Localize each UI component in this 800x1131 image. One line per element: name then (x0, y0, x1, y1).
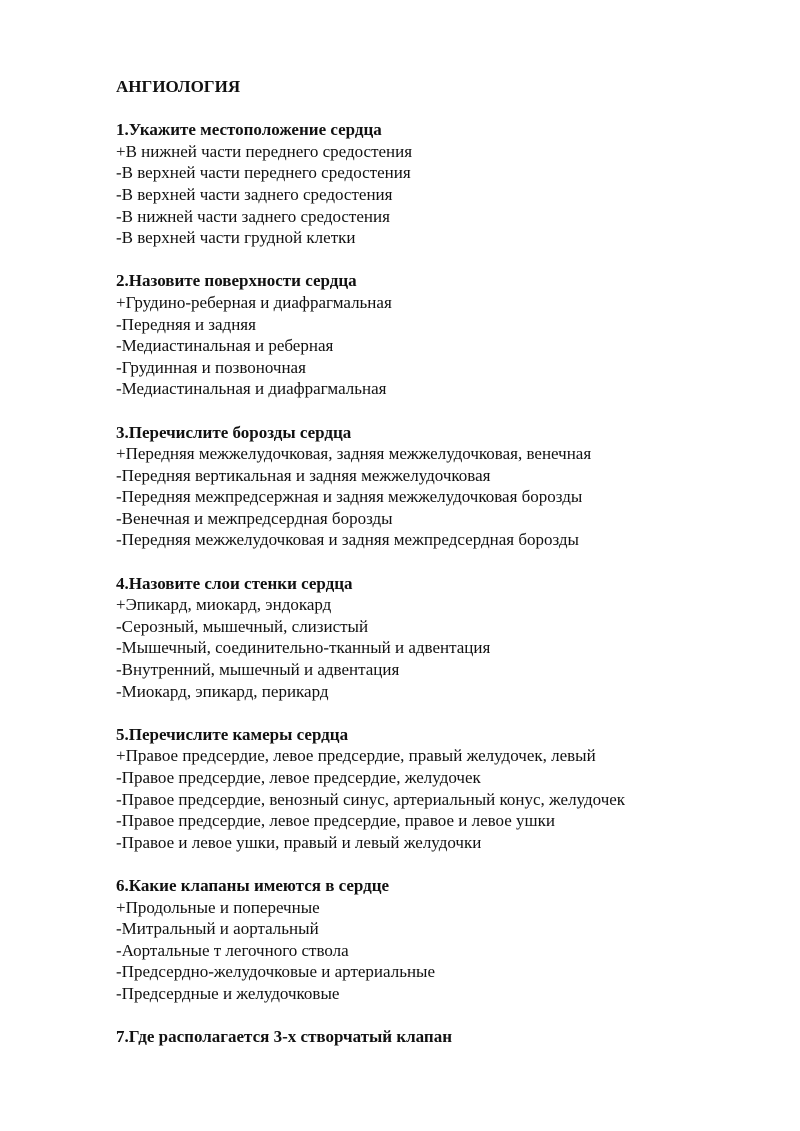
answer-option: +Передняя межжелудочковая, задняя межжелудочковая, венечная (116, 444, 592, 464)
question-title: 4.Назовите слои стенки сердца (116, 573, 353, 593)
question-title: 1.Укажите местоположение сердца (116, 120, 382, 140)
answer-option: -Передняя и задняя (116, 314, 256, 334)
question-7 (116, 1026, 756, 1048)
document-title: АНГИОЛОГИЯ (116, 77, 241, 96)
answer-option: -Мышечный, соединительно-тканный и адвентация (116, 638, 491, 658)
question-title: 2.Назовите поверхности сердца (116, 271, 357, 291)
answer-option: -Венечная и межпредсердная борозды (116, 508, 393, 528)
question-3 (116, 422, 756, 552)
question-1 (116, 119, 756, 249)
answer-option: -В верхней части грудной клетки (116, 228, 356, 248)
answer-option: -Грудинная и позвоночная (116, 357, 306, 377)
answer-option: -Правое и левое ушки, правый и левый желудочки (116, 832, 482, 852)
question-title: 3.Перечислите борозды сердца (116, 422, 352, 442)
answer-option: -Правое предсердие, венозный синус, артериальный конус, желудочек (116, 789, 626, 809)
answer-option: +Грудино-реберная и диафрагмальная (116, 292, 392, 312)
answer-option: -Медиастинальная и реберная (116, 336, 334, 356)
answer-option: -В верхней части заднего средостения (116, 184, 393, 204)
answer-option: -Передняя вертикальная и задняя межжелудочковая (116, 465, 491, 485)
answer-option: -В верхней части переднего средостения (116, 163, 411, 183)
answer-option: +Эпикард, миокард, эндокард (116, 595, 332, 615)
question-6 (116, 875, 756, 1005)
answer-option: +Продольные и поперечные (116, 897, 320, 917)
answer-option: -Митральный и аортальный (116, 919, 319, 939)
document-page (116, 76, 756, 1069)
question-title: 5.Перечислите камеры сердца (116, 724, 349, 744)
answer-option: -Передняя межжелудочковая и задняя межпредсердная борозды (116, 530, 579, 550)
question-title: 7.Где располагается 3-х створчатый клапан (116, 1027, 453, 1047)
answer-option: -Предсердные и желудочковые (116, 983, 340, 1003)
question-5 (116, 724, 756, 854)
answer-option: -Аортальные т легочного ствола (116, 940, 349, 960)
answer-option: -Передняя межпредсержная и задняя межжелудочковая борозды (116, 487, 583, 507)
answer-option: -Внутренний, мышечный и адвентация (116, 660, 400, 680)
answer-option: +Правое предсердие, левое предсердие, правый желудочек, левый (116, 746, 596, 766)
question-2 (116, 270, 756, 400)
answer-option: -Медиастинальная и диафрагмальная (116, 379, 387, 399)
answer-option: -Миокард, эпикард, перикард (116, 681, 329, 701)
question-title: 6.Какие клапаны имеются в сердце (116, 875, 390, 895)
answer-option: +В нижней части переднего средостения (116, 141, 413, 161)
answer-option: -Правое предсердие, левое предсердие, правое и левое ушки (116, 811, 556, 831)
answer-option: -Правое предсердие, левое предсердие, желудочек (116, 768, 481, 787)
answer-option: -Серозный, мышечный, слизистый (116, 616, 369, 636)
answer-option: -В нижней части заднего средостения (116, 206, 390, 226)
answer-option: -Предсердно-желудочковые и артериальные (116, 962, 436, 982)
question-4 (116, 573, 756, 703)
